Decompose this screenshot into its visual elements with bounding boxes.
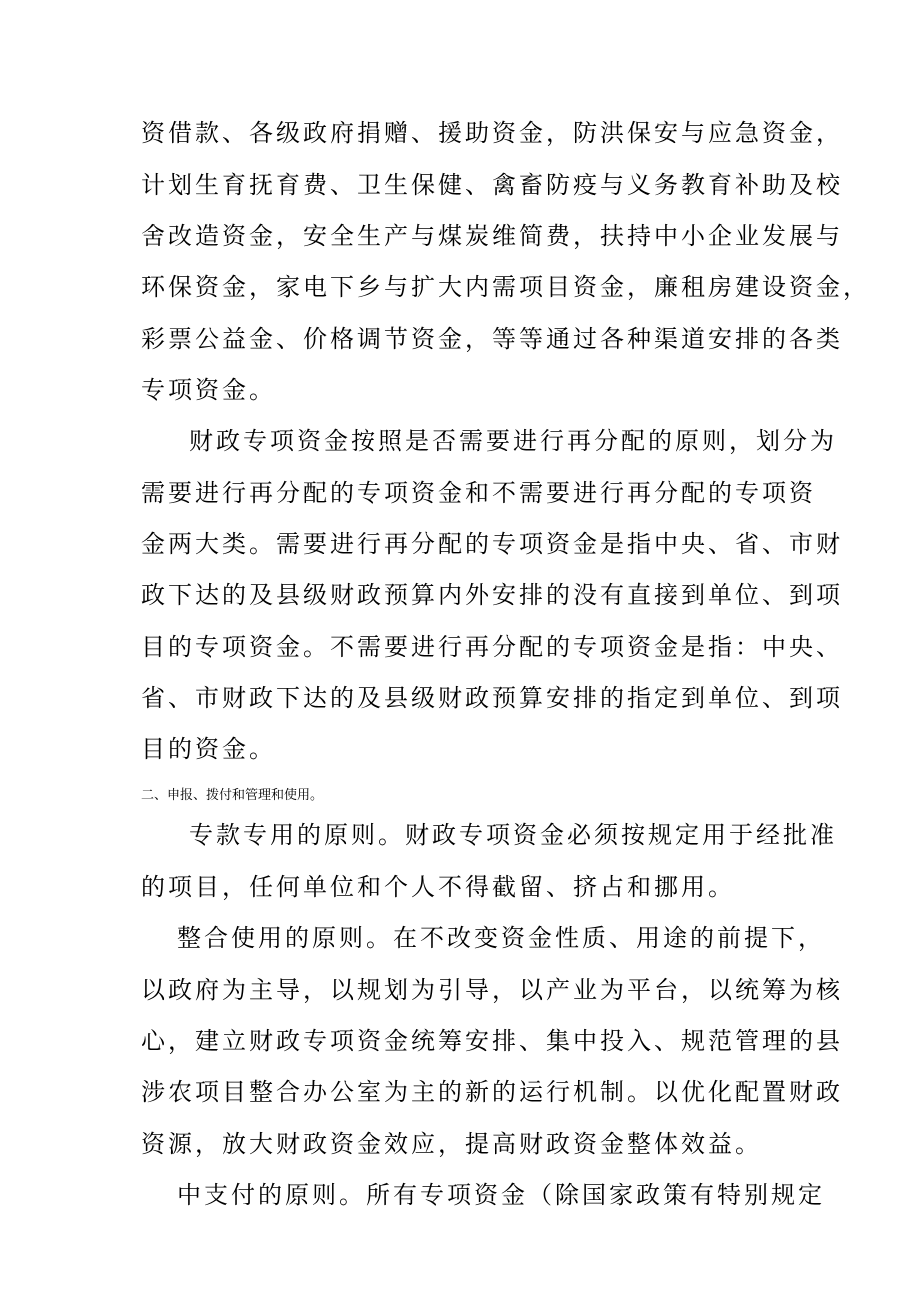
paragraph-first-line: 财政专项资金按照是否需要进行再分配的原则，划分为 bbox=[189, 427, 837, 455]
text-line: 以政府为主导，以规划为引导，以产业为平台，以统筹为核 bbox=[141, 976, 843, 1004]
text-line: 目的资金。 bbox=[141, 735, 276, 763]
text-line: 需要进行再分配的专项资金和不需要进行再分配的专项资 bbox=[141, 479, 816, 507]
text-line: 涉农项目整合办公室为主的新的运行机制。以优化配置财政 bbox=[141, 1078, 843, 1106]
text-line: 资源，放大财政资金效应，提高财政资金整体效益。 bbox=[141, 1130, 762, 1158]
text-line: 彩票公益金、价格调节资金，等等通过各种渠道安排的各类 bbox=[141, 325, 843, 353]
text-line: 省、市财政下达的及县级财政预算安排的指定到单位、到项 bbox=[141, 684, 843, 712]
text-line: 舍改造资金，安全生产与煤炭维简费，扶持中小企业发展与 bbox=[141, 222, 843, 250]
section-heading: 二、申报、拨付和管理和使用。 bbox=[141, 788, 324, 803]
text-line: 专项资金。 bbox=[141, 376, 276, 404]
text-line: 的项目，任何单位和个人不得截留、挤占和挪用。 bbox=[141, 873, 735, 901]
text-line: 政下达的及县级财政预算内外安排的没有直接到单位、到项 bbox=[141, 581, 843, 609]
text-line: 环保资金，家电下乡与扩大内需项目资金，廉租房建设资金， bbox=[141, 273, 870, 301]
text-line: 资借款、各级政府捐赠、援助资金，防洪保安与应急资金， bbox=[141, 119, 843, 147]
paragraph-first-line: 整合使用的原则。在不改变资金性质、用途的前提下， bbox=[177, 924, 825, 952]
text-line: 计划生育抚育费、卫生保健、禽畜防疫与义务教育补助及校 bbox=[141, 171, 843, 199]
paragraph-first-line: 中支付的原则。所有专项资金（除国家政策有特别规定 bbox=[177, 1181, 825, 1209]
text-line: 心，建立财政专项资金统筹安排、集中投入、规范管理的县 bbox=[141, 1027, 843, 1055]
text-line: 金两大类。需要进行再分配的专项资金是指中央、省、市财 bbox=[141, 530, 843, 558]
paragraph-first-line: 专款专用的原则。财政专项资金必须按规定用于经批准 bbox=[189, 821, 837, 849]
text-line: 目的专项资金。不需要进行再分配的专项资金是指：中央、 bbox=[141, 633, 843, 661]
